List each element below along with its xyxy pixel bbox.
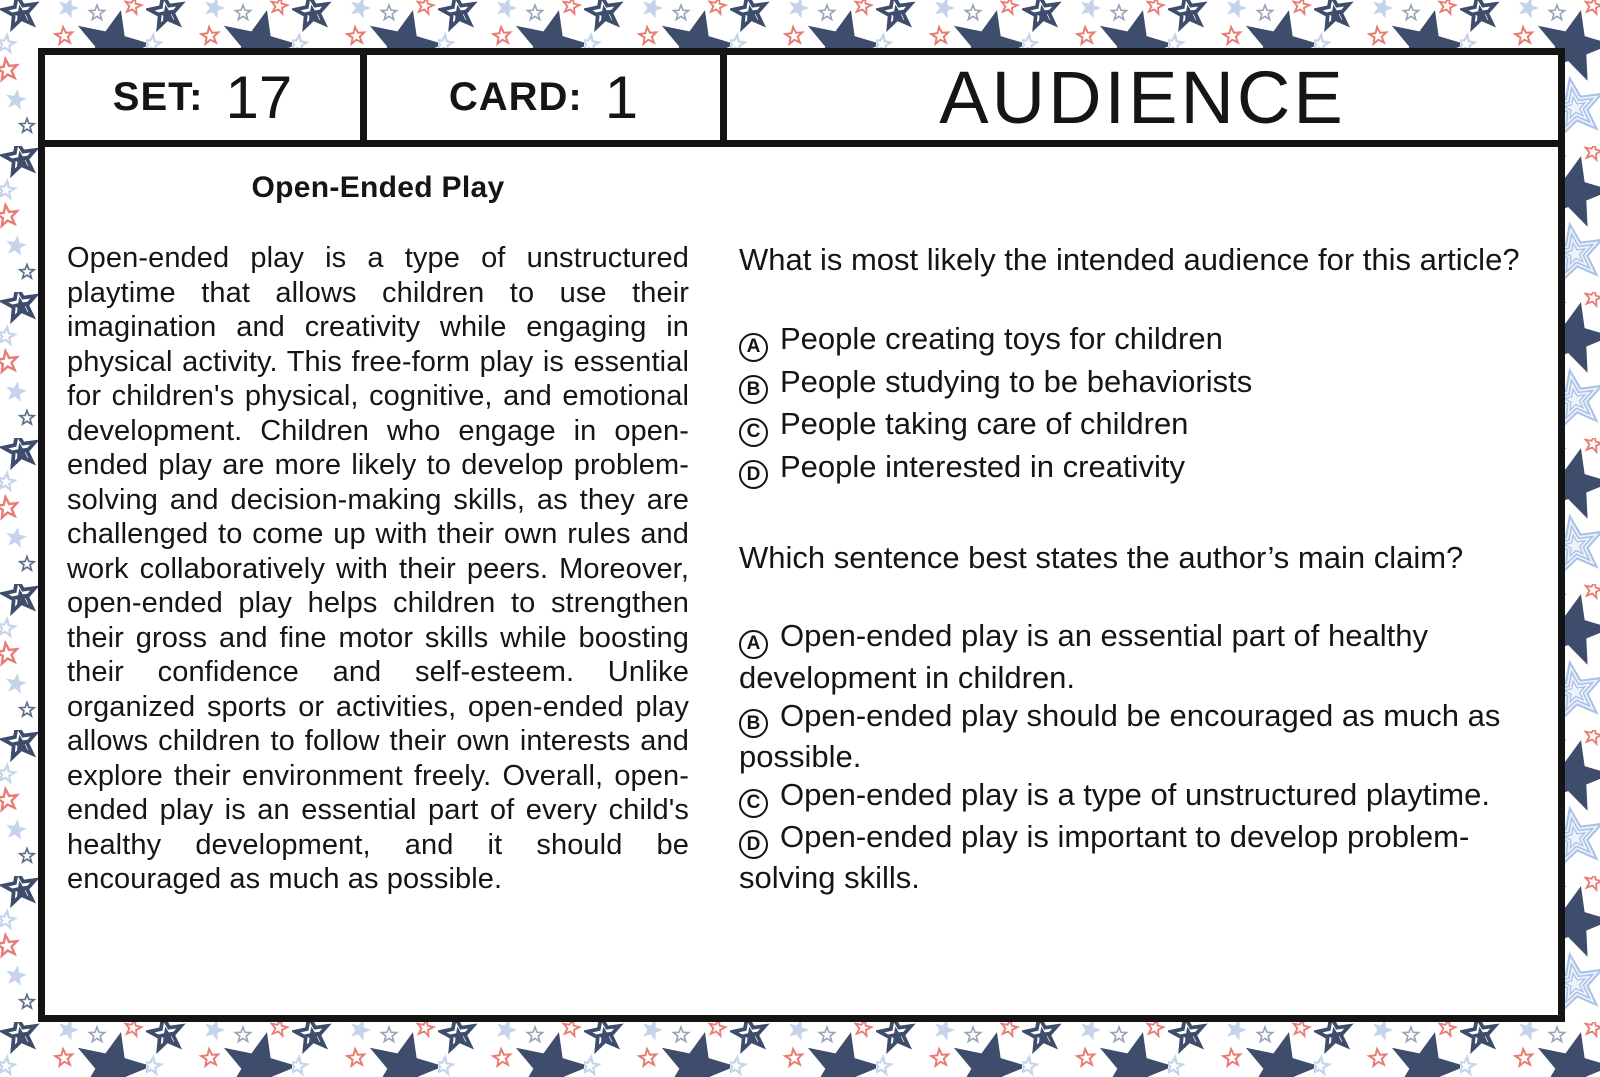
card-number-cell (367, 55, 727, 140)
question-2-options (739, 617, 1522, 897)
option-text: People studying to be behaviorists (780, 363, 1253, 399)
option-letter-c: C (739, 789, 768, 818)
skill-cell (727, 55, 1558, 140)
passage-title: Open-Ended Play (251, 171, 505, 204)
option-letter-a: A (739, 333, 768, 362)
question-1-option-d (739, 447, 1522, 490)
question-1-prompt: What is most likely the intended audience for this article? (739, 242, 1520, 277)
question-1-option-b (739, 362, 1522, 405)
question-2-prompt: Which sentence best states the author’s main claim? (739, 540, 1464, 575)
question-2-option-c (739, 776, 1522, 818)
option-text: Open-ended play is an essential part of healthy development in children. (739, 618, 1428, 695)
option-letter-d: D (739, 460, 768, 489)
card-number-value: 1 (604, 64, 639, 131)
card-number-label: CARD: (448, 75, 583, 119)
questions-column (739, 169, 1522, 1015)
option-text: People creating toys for children (780, 321, 1223, 356)
option-text: Open-ended play is important to develop problem-solving skills. (739, 818, 1470, 895)
question-1-option-a (739, 319, 1522, 362)
option-text: Open-ended play should be encouraged as much as possible. (739, 697, 1501, 774)
passage-text: Open-ended play is a type of unstructured playtime that allows children to use their imagination and creativity while engaging in physical activity. This free-form play is essential for children's physical, cognitive, and emotional development. Children who engage in open-ended play are more likely to develop problem-solving and decision-making skills, as they are challenged to come up with their own rules and work collaboratively with their peers. Moreover, open-ended play helps children to strengthen their gross and fine motor skills while boosting their confidence and self-esteem. Unlike organized sports or activities, open-ended play allows children to follow their own interests and explore their environment freely. Overall, open-ended play is an essential part of every child's healthy development, and it should be encouraged as much as possible. (67, 242, 689, 895)
option-text: People interested in creativity (780, 448, 1185, 484)
question-1-option-c (739, 404, 1522, 447)
option-letter-b: B (739, 709, 768, 738)
skill-title: AUDIENCE (939, 56, 1346, 139)
question-1-options (739, 319, 1522, 489)
set-label: SET: (112, 75, 204, 119)
question-2-option-a (739, 617, 1522, 697)
option-letter-d: D (739, 830, 768, 859)
set-cell (45, 55, 367, 140)
card-header (45, 55, 1558, 147)
option-letter-b: B (739, 375, 768, 404)
option-letter-a: A (739, 630, 768, 659)
passage-column (67, 169, 689, 1015)
option-text: People taking care of children (780, 406, 1189, 441)
task-card (38, 48, 1565, 1022)
option-text: Open-ended play is a type of unstructured playtime. (780, 777, 1490, 812)
question-1 (739, 241, 1522, 489)
question-2-option-b (739, 697, 1522, 777)
question-2-option-d (739, 818, 1522, 898)
set-value: 17 (225, 64, 293, 131)
question-2 (739, 539, 1522, 897)
option-letter-c: C (739, 418, 768, 447)
card-body (45, 147, 1558, 1015)
